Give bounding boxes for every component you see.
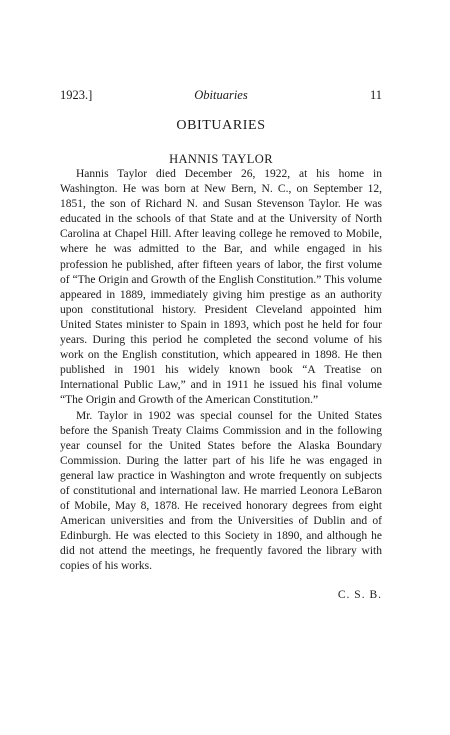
signature-initials: C. S. B. — [337, 589, 382, 601]
page-number: 11 — [369, 88, 382, 102]
section-title: OBITUARIES — [176, 118, 266, 133]
running-head — [60, 87, 382, 103]
running-head-date: 1923.] — [60, 88, 93, 102]
paragraph: Hannis Taylor died December 26, 1922, at his home in Washington. He was born at New Bern, N. C., on September 12, 1851, the son of Richard N. and Susan Stevenson Taylor. He was educated in the schools of that State and at the University of North Carolina at Chapel Hill. After leaving college he removed to Mobile, where he was admitted to the Bar, and while engaged in his profession he published, after fifteen years of labor, the first volume of “The Origin and Growth of the English Constitution.” This volume appeared in 1889, immediately giving him prestige as an authority upon constitutional history. President Cleveland appointed him United States minister to Spain in 1893, which post he held for four years. During this period he completed the second volume of his work on the English constitution, which appeared in 1898. He then published in 1901 his widely known book “A Treatise on International Public Law,” and in 1911 he issued his final volume “The Origin and Growth of the American Constitution.” — [60, 168, 382, 407]
paragraph: Mr. Taylor in 1902 was special counsel for the United States before the Spanish Treaty Claims Commission and in the following year counsel for the United States before the Alaska Boundary Commission. During the latter part of his life he was engaged in general law practice in Washington and wrote frequently on subjects of constitutional and international law. He married Leonora LeBaron of Mobile, May 8, 1878. He received honorary degrees from eight American universities and from the Universities of Dublin and of Edinburgh. He was elected to this Society in 1890, and although he did not attend the meetings, he frequently favored the library with copies of his works. — [60, 409, 382, 573]
running-head-title: Obituaries — [194, 88, 248, 102]
obituary-name-heading: HANNIS TAYLOR — [169, 152, 273, 166]
obituary-body — [60, 167, 382, 575]
